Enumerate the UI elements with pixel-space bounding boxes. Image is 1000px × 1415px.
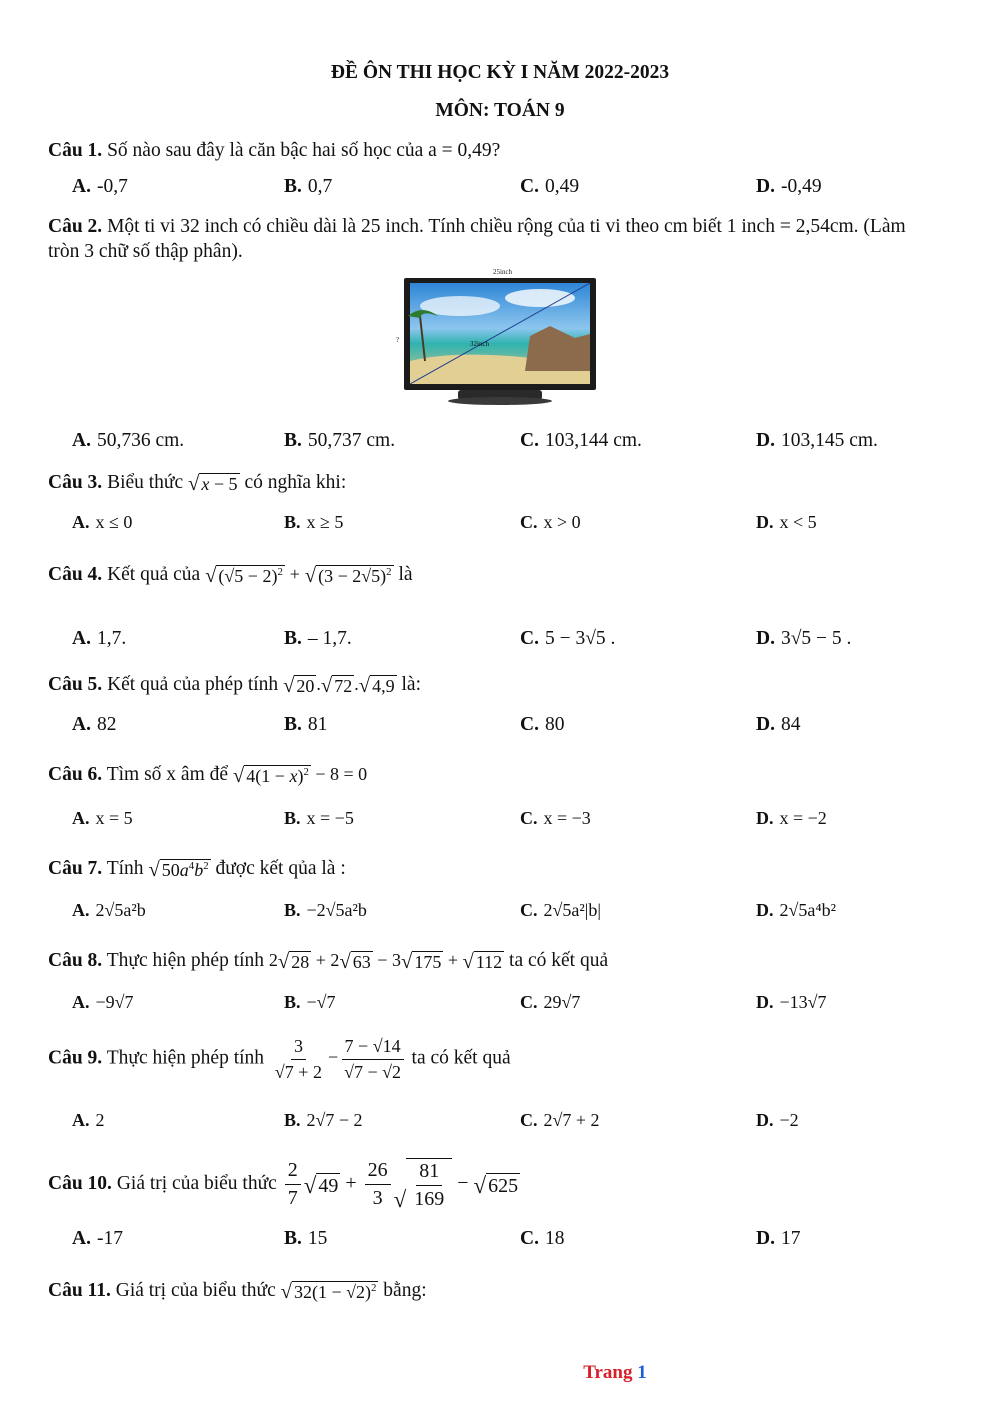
option-letter: B. [284,1228,302,1249]
fraction-expression: $\frac{3}{√7 + 2}$ − $\frac{7 - √14}{√7 - √2}$ [269,1047,412,1067]
option-b: 81 [307,714,328,735]
question-text-post: bằng: [383,1280,427,1301]
option-letter: B. [284,992,301,1012]
option-letter: C. [520,176,539,197]
radical-expression: √ $32(1 - √2)^2$ [280,1280,377,1303]
option-letter: C. [520,512,538,532]
question-5 [48,672,930,697]
option-b: −2√5a²b [306,900,367,920]
question-label: Câu 2. [48,216,103,237]
option-letter: D. [756,900,774,920]
question-text-pre: Kết quả của [107,564,201,585]
product-expression: √ 20 . √ 72 . √ 4,9 [283,674,395,698]
option-a: x = 5 [95,808,133,828]
question-8 [48,948,930,973]
tv-illustration [390,266,620,416]
option-a: 2√5a²b [95,900,146,920]
option-letter: A. [72,628,91,649]
radical-expression: √ x − 5 [188,472,238,495]
option-letter: D. [756,1110,774,1130]
options-10 [72,1228,972,1256]
option-d: x < 5 [779,512,817,532]
question-9 [48,1036,930,1082]
radical-expression: √ $(3 - 2√5)^2$ [304,564,392,587]
option-c: 0,49 [544,176,580,197]
exam-subject: MÔN: TOÁN 9 [435,100,565,121]
option-letter: D. [756,1228,775,1249]
question-text-post: ta có kết quả [411,1047,511,1069]
option-a: 2 [95,1110,105,1130]
equation: √ $4(1 - x)^2$ − 8 = 0 [232,764,368,788]
tv-diagonal-label: 32inch [470,340,490,348]
question-label: Câu 11. [48,1280,111,1301]
option-a: -0,7 [96,176,128,197]
option-letter: B. [284,714,302,735]
question-text: Số nào sau đây là căn bậc hai số học của a = 0,49? [107,140,501,161]
option-b: x = −5 [306,808,354,828]
question-2 [48,214,930,264]
option-d: −2 [779,1110,799,1130]
tv-width-label: 25inch [493,268,513,276]
option-b: 2√7 − 2 [306,1110,363,1130]
options-3 [72,512,972,540]
option-letter: B. [284,512,301,532]
option-letter: B. [284,1110,301,1130]
option-a: 1,7. [96,628,127,649]
question-label: Câu 6. [48,764,103,785]
option-letter: A. [72,430,91,451]
option-c: 18 [544,1228,565,1249]
question-text-post: có nghĩa khi: [244,472,347,493]
option-letter: A. [72,808,90,828]
option-c: 103,144 cm. [544,430,642,451]
page-number: 1 [637,1362,647,1383]
question-text-post: là: [401,674,422,695]
question-text-post: là [398,564,413,585]
option-b: −√7 [306,992,336,1012]
option-b: x ≥ 5 [306,512,344,532]
option-letter: A. [72,176,91,197]
option-d: x = −2 [779,808,827,828]
question-text-pre: Thực hiện phép tính [106,1047,265,1069]
tv-height-label: ? [396,336,400,344]
question-label: Câu 9. [48,1047,103,1069]
question-text-pre: Giá trị của biểu thức [115,1280,276,1301]
question-text-post: ta có kết quả [509,950,609,971]
radical-expression: √ $50a^4b^2$ [148,858,209,881]
option-letter: D. [756,430,775,451]
option-d: 84 [780,714,801,735]
option-letter: C. [520,628,539,649]
option-d: 17 [780,1228,801,1249]
question-text-pre: Tìm số x âm để [106,764,229,785]
option-d: 2√5a⁴b² [779,900,837,920]
option-d: −13√7 [779,992,827,1012]
options-9 [72,1110,972,1138]
option-letter: C. [520,714,539,735]
option-b: 50,737 cm. [307,430,396,451]
option-letter: B. [284,430,302,451]
question-11 [48,1278,930,1303]
question-3 [48,470,930,495]
options-8 [72,992,972,1020]
value-expression: $\frac{2}{7}$ √ 49 + $\frac{26}{3}$ √ $\frac{81}{169}$ − √ 625 [282,1172,520,1194]
options-5 [72,714,972,742]
question-text-pre: Thực hiện phép tính [106,950,265,971]
radical-expression: √ $(√5 - 2)^2$ [205,564,283,587]
option-a: -17 [96,1228,123,1249]
option-b: – 1,7. [307,628,352,649]
question-1 [48,138,930,163]
options-1 [72,176,972,204]
option-letter: A. [72,714,91,735]
option-letter: C. [520,1110,538,1130]
option-letter: D. [756,512,774,532]
option-b: 0,7 [307,176,333,197]
option-a: 50,736 cm. [96,430,185,451]
option-a: 82 [96,714,117,735]
question-7 [48,856,930,881]
options-6 [72,808,972,836]
question-label: Câu 10. [48,1173,112,1195]
option-letter: C. [520,992,538,1012]
option-letter: B. [284,808,301,828]
option-letter: A. [72,1110,90,1130]
option-letter: D. [756,992,774,1012]
option-d: 3√5 − 5 . [780,628,852,649]
question-label: Câu 5. [48,674,103,695]
option-letter: D. [756,714,775,735]
option-letter: C. [520,1228,539,1249]
question-10 [48,1158,930,1211]
option-letter: A. [72,1228,91,1249]
exam-title: ĐỀ ÔN THI HỌC KỲ I NĂM 2022-2023 [330,62,670,83]
option-letter: B. [284,900,301,920]
option-letter: C. [520,808,538,828]
option-d: 103,145 cm. [780,430,878,451]
question-text: Một ti vi 32 inch có chiều dài là 25 inch. Tính chiều rộng của ti vi theo cm biết 1 inch = 2,54cm. (Làm tròn 3 chữ số thập phân). [48,216,906,262]
option-c: 80 [544,714,565,735]
option-letter: C. [520,900,538,920]
option-letter: D. [756,176,775,197]
question-label: Câu 4. [48,564,103,585]
option-c: 29√7 [543,992,581,1012]
tv-image [390,266,620,416]
option-letter: C. [520,430,539,451]
option-c: 2√5a²|b| [543,900,601,920]
option-letter: D. [756,628,775,649]
question-4: Câu 4. Kết quả của √ $(√5 - 2)^2$ + √ $(3 - 2√5)^2$ là [48,564,413,587]
option-c: 2√7 + 2 [543,1110,600,1130]
question-label: Câu 8. [48,950,103,971]
question-text-pre: Kết quả của phép tính [107,674,279,695]
question-label: Câu 1. [48,140,103,161]
option-a: −9√7 [95,992,134,1012]
options-7 [72,900,972,928]
option-c: x = −3 [543,808,591,828]
option-letter: A. [72,900,90,920]
option-b: 15 [307,1228,328,1249]
page-footer [0,1362,1000,1384]
option-letter: B. [284,628,302,649]
question-text-pre: Tính [106,858,144,879]
option-c: 5 − 3√5 . [544,628,616,649]
options-2 [72,430,972,458]
option-letter: B. [284,176,302,197]
option-a: x ≤ 0 [95,512,133,532]
option-d: -0,49 [780,176,822,197]
option-letter: A. [72,512,90,532]
question-text-post: được kết qủa là : [215,858,346,879]
question-6 [48,762,930,787]
sum-expression: 2 √ 28 + 2 √ 63 − 3 √ 175 + √ 112 [268,950,503,974]
question-text-pre: Giá trị của biểu thức [116,1173,277,1195]
options-4 [72,628,972,656]
question-text-pre: Biểu thức [107,472,184,493]
option-c: x > 0 [543,512,581,532]
question-label: Câu 3. [48,472,103,493]
option-letter: A. [72,992,90,1012]
page-word: Trang [583,1362,633,1383]
question-label: Câu 7. [48,858,103,879]
option-letter: D. [756,808,774,828]
